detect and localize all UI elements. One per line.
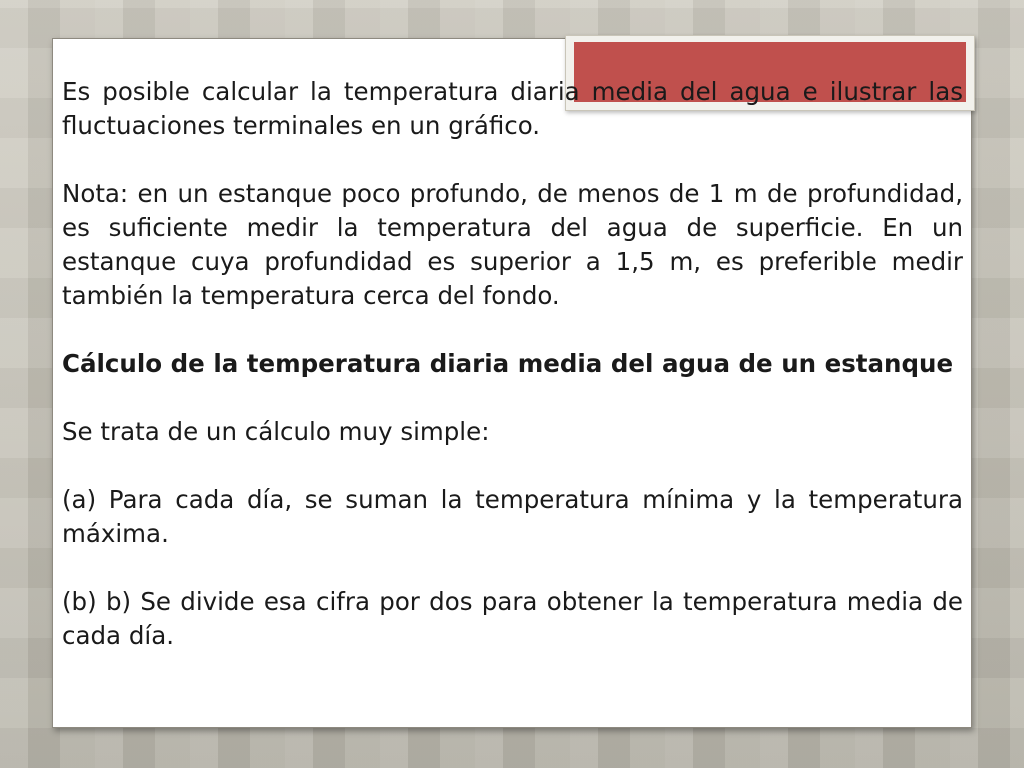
step-b-paragraph: (b) b) Se divide esa cifra por dos para obtener la temperatura media de cada día. bbox=[62, 587, 963, 650]
note-paragraph: Nota: en un estanque poco profundo, de menos de 1 m de profundidad, es suficiente medir la temperatura del agua de superficie. En un estanque cuya profundidad es superior a 1,5 m, es preferible medir también la temperatura cerca del fondo. bbox=[62, 179, 963, 310]
slide-body-text bbox=[62, 75, 963, 687]
simple-calc-paragraph: Se trata de un cálculo muy simple: bbox=[62, 417, 490, 446]
intro-paragraph: Es posible calcular la temperatura diaria media del agua e ilustrar las fluctuaciones terminales en un gráfico. bbox=[62, 77, 963, 140]
step-a-paragraph: (a) Para cada día, se suman la temperatura mínima y la temperatura máxima. bbox=[62, 485, 963, 548]
section-heading: Cálculo de la temperatura diaria media del agua de un estanque bbox=[62, 349, 954, 378]
